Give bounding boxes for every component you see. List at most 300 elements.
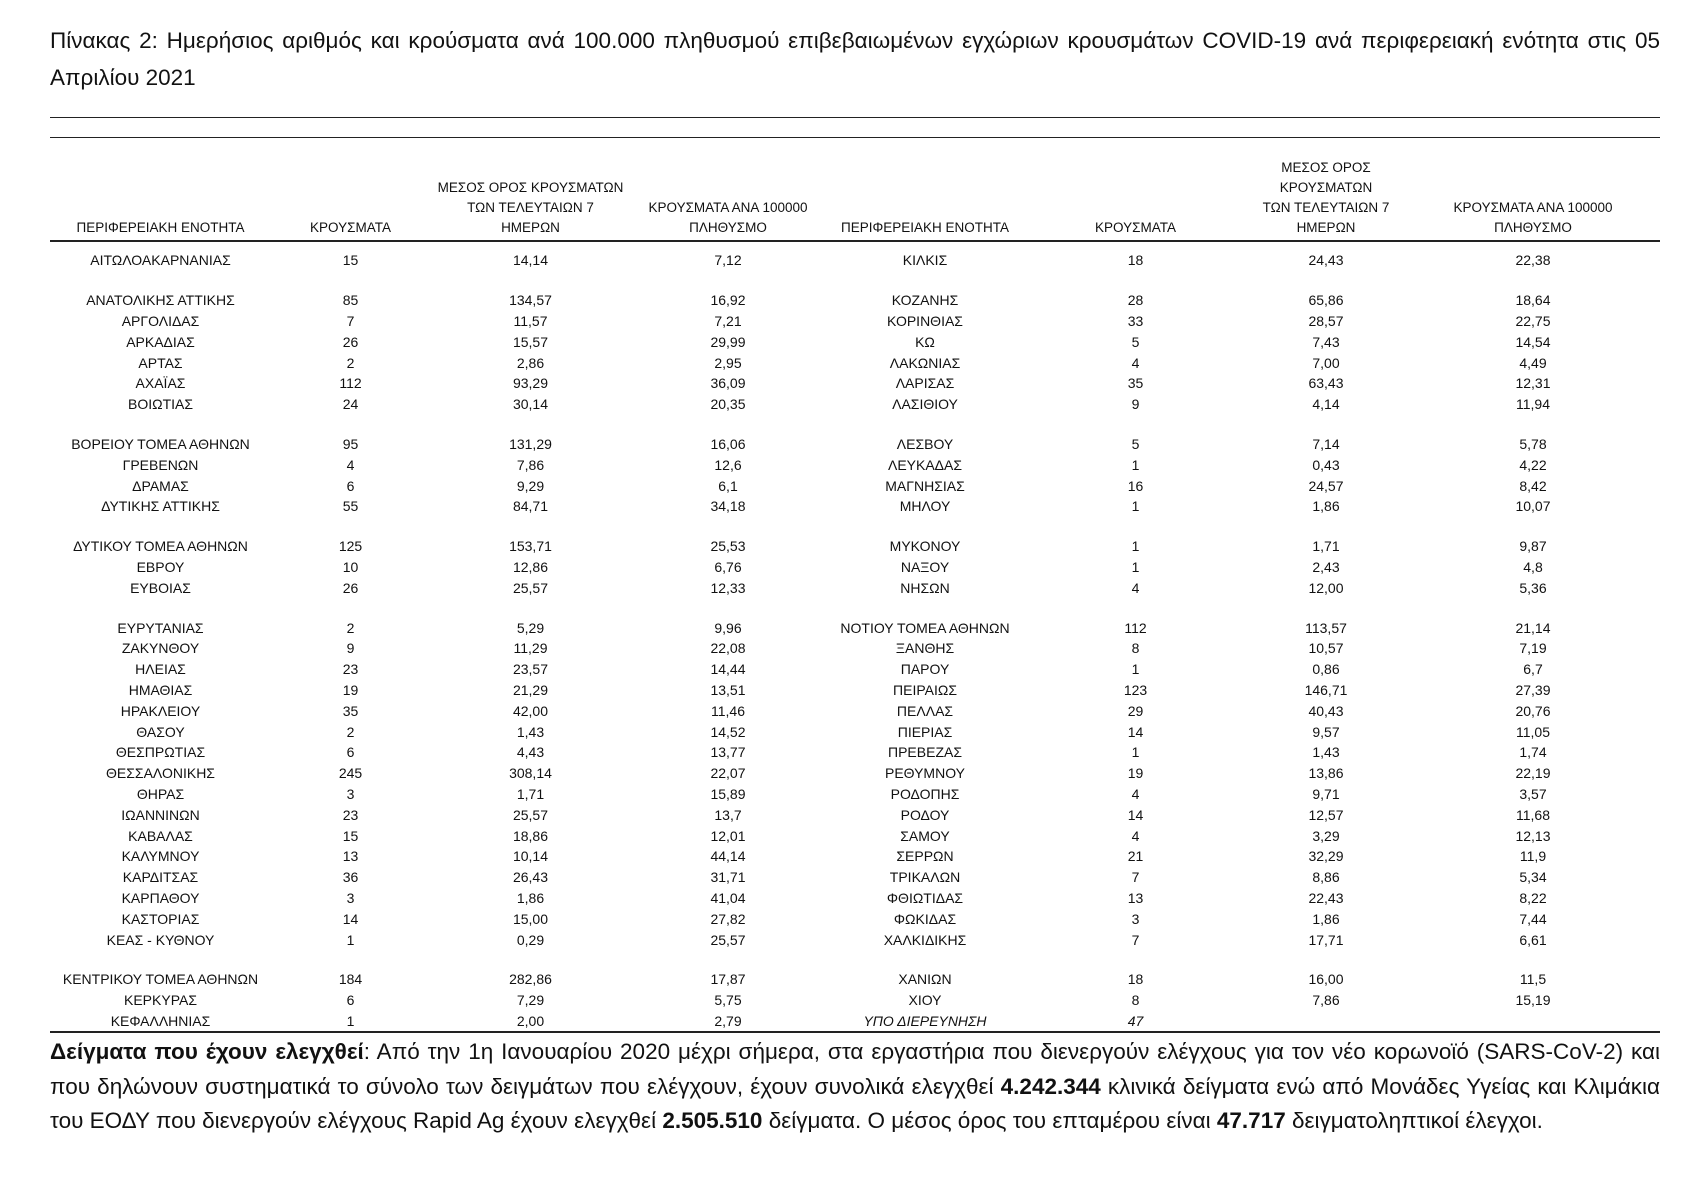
table-row — [50, 804, 1660, 825]
right-region-cell: ΚΟΖΑΝΗΣ — [891, 292, 959, 309]
left-region-cell: ΗΡΑΚΛΕΙΟΥ — [120, 702, 201, 719]
right-per100k-cell: 22,75 — [1515, 312, 1551, 329]
left-avg7-cell: 93,29 — [512, 375, 549, 392]
left-per100k-cell: 7,12 — [714, 252, 742, 269]
right-avg7-cell: 63,43 — [1308, 375, 1344, 392]
right-region-cell: ΝΑΞΟΥ — [900, 558, 950, 575]
left-region-cell: ΕΥΒΟΙΑΣ — [130, 579, 191, 596]
left-per100k-cell: 29,99 — [710, 333, 746, 350]
table-row — [50, 888, 1660, 909]
footer-text-3: δείγματα. Ο μέσος όρος του επταμέρου είναι — [762, 1108, 1217, 1133]
left-avg7-cell: 15,57 — [512, 333, 549, 350]
right-per100k-cell: 4,49 — [1519, 354, 1547, 371]
footer-paragraph — [50, 1035, 1660, 1139]
right-cases-cell: 21 — [1127, 848, 1144, 865]
left-region-cell: ΖΑΚΥΝΘΟΥ — [121, 640, 200, 657]
right-region-cell: ΞΑΝΘΗΣ — [895, 640, 955, 657]
right-region-cell: ΣΑΜΟΥ — [900, 827, 950, 844]
right-per100k-cell: 5,34 — [1519, 869, 1547, 886]
right-cases-cell: 1 — [1131, 456, 1140, 473]
left-per100k-cell: 14,44 — [710, 661, 746, 678]
left-avg7-cell: 23,57 — [512, 661, 549, 678]
right-cases-cell: 18 — [1127, 252, 1144, 269]
left-per100k-cell: 25,53 — [710, 538, 746, 555]
table-row — [50, 700, 1660, 721]
left-avg7-cell: 1,43 — [516, 723, 545, 740]
right-region-cell: ΠΕΛΛΑΣ — [896, 702, 954, 719]
right-avg7-cell: 65,86 — [1308, 292, 1344, 309]
right-cases-cell: 33 — [1127, 312, 1144, 329]
left-per100k-cell: 12,01 — [710, 827, 746, 844]
table-row — [50, 825, 1660, 846]
left-per100k-cell: 13,51 — [710, 681, 746, 698]
left-avg7-cell: 2,00 — [430, 1011, 631, 1033]
left-avg7-cell: 0,29 — [516, 931, 545, 948]
footer-label: Δείγματα που έχουν ελεγχθεί — [50, 1039, 364, 1064]
right-cases-cell: 13 — [1127, 889, 1144, 906]
left-cases-cell: 15 — [342, 827, 359, 844]
right-cases-cell: 29 — [1127, 702, 1144, 719]
right-cases-cell: 9 — [1131, 396, 1140, 413]
left-per100k-cell: 44,14 — [710, 848, 746, 865]
table-row — [50, 929, 1660, 950]
right-cases-cell: 28 — [1127, 292, 1144, 309]
spacer-row — [50, 415, 1660, 434]
right-cases-cell: 4 — [1131, 827, 1140, 844]
header-cases-left: ΚΡΟΥΣΜΑΤΑ — [271, 158, 430, 241]
left-per100k-cell: 36,09 — [710, 375, 746, 392]
header-region-left: ΠΕΡΙΦΕΡΕΙΑΚΗ ΕΝΟΤΗΤΑ — [50, 158, 271, 241]
table-row — [50, 742, 1660, 763]
right-avg7-cell: 2,43 — [1312, 558, 1340, 575]
left-region-cell: ΚΕΡΚΥΡΑΣ — [124, 992, 197, 1009]
left-cases-cell: 14 — [342, 910, 359, 927]
covid-cases-table — [50, 158, 1660, 1033]
right-cases-cell: 16 — [1127, 477, 1144, 494]
right-per100k-cell: 5,36 — [1519, 579, 1547, 596]
right-avg7-cell: 40,43 — [1308, 702, 1344, 719]
left-avg7-cell: 11,29 — [513, 640, 548, 657]
left-per100k-cell: 15,89 — [710, 785, 746, 802]
left-region-cell: ΘΑΣΟΥ — [136, 723, 185, 740]
right-region-cell: ΧΑΛΚΙΔΙΚΗΣ — [883, 931, 967, 948]
left-avg7-cell: 1,71 — [516, 785, 545, 802]
left-region-cell: ΔΡΑΜΑΣ — [132, 477, 189, 494]
left-per100k-cell: 16,92 — [710, 292, 746, 309]
left-region-cell: ΗΜΑΘΙΑΣ — [128, 681, 193, 698]
left-region-cell: ΘΗΡΑΣ — [136, 785, 185, 802]
right-avg7-cell: 12,57 — [1308, 806, 1344, 823]
right-cases-cell: 19 — [1127, 765, 1144, 782]
left-per100k-cell: 12,6 — [714, 456, 742, 473]
right-per100k-cell: 11,5 — [1519, 971, 1547, 988]
right-region-cell: ΥΠΟ ΔΙΕΡΕΥΝΗΣΗ — [825, 1011, 1025, 1033]
left-region-cell: ΘΕΣΣΑΛΟΝΙΚΗΣ — [106, 765, 215, 782]
right-avg7-cell: 9,71 — [1312, 785, 1340, 802]
left-per100k-cell: 22,08 — [710, 640, 746, 657]
left-cases-cell: 2 — [346, 354, 355, 371]
left-per100k-cell: 2,79 — [631, 1011, 825, 1033]
right-avg7-cell: 0,86 — [1312, 661, 1340, 678]
left-avg7-cell: 282,86 — [509, 971, 552, 988]
table-row — [50, 969, 1660, 990]
left-per100k-cell: 12,33 — [710, 579, 746, 596]
right-per100k-cell: 22,19 — [1515, 765, 1551, 782]
right-per100k-cell — [1406, 1011, 1660, 1033]
right-region-cell: ΛΑΚΩΝΙΑΣ — [889, 354, 961, 371]
header-per100k-right: ΚΡΟΥΣΜΑΤΑ ΑΝΑ 100000 ΠΛΗΘΥΣΜΟ — [1406, 158, 1660, 241]
footer-text-2: κλινικά δείγματα ενώ από Μονάδες Υγείας και Κλιμάκια του ΕΟΔΥ που διενεργούν ελέγχους Rapid Ag έχουν ελεγχθεί — [50, 1073, 1661, 1133]
left-avg7-cell: 25,57 — [512, 579, 549, 596]
right-avg7-cell: 17,71 — [1308, 931, 1344, 948]
table-row — [50, 352, 1660, 373]
table-row — [50, 680, 1660, 701]
left-cases-cell: 26 — [342, 579, 359, 596]
left-per100k-cell: 34,18 — [710, 498, 746, 515]
left-region-cell: ΑΧΑΪΑΣ — [135, 375, 186, 392]
left-avg7-cell: 308,14 — [509, 765, 552, 782]
left-cases-cell: 19 — [342, 681, 359, 698]
spacer-cell — [50, 271, 1660, 290]
spacer-cell — [50, 598, 1660, 617]
right-avg7-cell: 12,00 — [1308, 579, 1344, 596]
left-avg7-cell: 11,57 — [513, 312, 548, 329]
left-cases-cell: 6 — [346, 744, 355, 761]
right-per100k-cell: 5,78 — [1519, 435, 1547, 452]
right-cases-cell: 14 — [1127, 806, 1144, 823]
left-region-cell: ΚΑΛΥΜΝΟΥ — [121, 848, 200, 865]
spacer-row — [50, 271, 1660, 290]
right-region-cell: ΜΑΓΝΗΣΙΑΣ — [885, 477, 965, 494]
right-cases-cell: 1 — [1131, 744, 1140, 761]
right-avg7-cell: 1,86 — [1312, 910, 1340, 927]
right-cases-cell: 112 — [1124, 619, 1147, 636]
right-region-cell: ΤΡΙΚΑΛΩΝ — [889, 869, 961, 886]
left-avg7-cell: 134,57 — [509, 292, 552, 309]
right-region-cell: ΦΘΙΩΤΙΔΑΣ — [886, 889, 964, 906]
left-cases-cell: 85 — [342, 292, 359, 309]
right-region-cell: ΚΟΡΙΝΘΙΑΣ — [887, 312, 963, 329]
left-region-cell: ΙΩΑΝΝΙΝΩΝ — [121, 806, 200, 823]
table-row — [50, 763, 1660, 784]
left-per100k-cell: 13,7 — [714, 806, 742, 823]
table-row — [50, 721, 1660, 742]
left-cases-cell: 10 — [342, 558, 359, 575]
left-region-cell: ΚΕΝΤΡΙΚΟΥ ΤΟΜΕΑ ΑΘΗΝΩΝ — [62, 971, 259, 988]
left-region-cell: ΑΝΑΤΟΛΙΚΗΣ ΑΤΤΙΚΗΣ — [86, 292, 235, 309]
right-region-cell: ΜΥΚΟΝΟΥ — [889, 538, 961, 555]
left-cases-cell: 13 — [342, 848, 359, 865]
table-row — [50, 536, 1660, 557]
left-per100k-cell: 5,75 — [714, 992, 742, 1009]
left-region-cell: ΚΕΑΣ - ΚΥΘΝΟΥ — [106, 931, 215, 948]
left-cases-cell: 3 — [346, 889, 355, 906]
table-row — [50, 434, 1660, 455]
right-region-cell: ΚΩ — [915, 333, 935, 350]
left-region-cell: ΕΥΡΥΤΑΝΙΑΣ — [117, 619, 204, 636]
header-avg7-left: ΜΕΣΟΣ ΟΡΟΣ ΚΡΟΥΣΜΑΤΩΝ ΤΩΝ ΤΕΛΕΥΤΑΙΩΝ 7 ΗΜΕΡΩΝ — [430, 158, 631, 241]
right-cases-cell: 4 — [1131, 579, 1140, 596]
right-per100k-cell: 10,07 — [1515, 498, 1551, 515]
left-cases-cell: 1 — [271, 1011, 430, 1033]
right-region-cell: ΧΑΝΙΩΝ — [898, 971, 952, 988]
left-per100k-cell: 2,95 — [714, 354, 742, 371]
left-cases-cell: 35 — [342, 702, 359, 719]
left-region-cell: ΑΡΓΟΛΙΔΑΣ — [121, 312, 200, 329]
right-per100k-cell: 14,54 — [1515, 333, 1551, 350]
right-avg7-cell: 7,00 — [1312, 354, 1340, 371]
right-region-cell: ΠΑΡΟΥ — [900, 661, 950, 678]
spacer-cell — [50, 415, 1660, 434]
header-cases-right: ΚΡΟΥΣΜΑΤΑ — [1025, 158, 1246, 241]
left-avg7-cell: 26,43 — [512, 869, 549, 886]
right-cases-cell: 5 — [1131, 435, 1140, 452]
left-avg7-cell: 1,86 — [516, 889, 545, 906]
left-region-cell: ΚΑΡΔΙΤΣΑΣ — [122, 869, 199, 886]
left-region-cell: ΒΟΡΕΙΟΥ ΤΟΜΕΑ ΑΘΗΝΩΝ — [71, 435, 250, 452]
left-cases-cell: 184 — [338, 971, 363, 988]
left-per100k-cell: 6,1 — [718, 477, 738, 494]
left-avg7-cell: 30,14 — [512, 396, 549, 413]
left-avg7-cell: 7,29 — [516, 992, 545, 1009]
rapid-samples-count: 2.505.510 — [662, 1108, 763, 1133]
left-cases-cell: 15 — [342, 252, 359, 269]
right-cases-cell: 7 — [1131, 931, 1140, 948]
left-avg7-cell: 42,00 — [512, 702, 549, 719]
table-row — [50, 557, 1660, 578]
table-row — [50, 373, 1660, 394]
right-avg7-cell: 13,86 — [1308, 765, 1344, 782]
left-region-cell: ΑΡΚΑΔΙΑΣ — [126, 333, 195, 350]
left-cases-cell: 26 — [342, 333, 359, 350]
right-cases-cell: 1 — [1131, 661, 1140, 678]
right-avg7-cell: 7,86 — [1312, 992, 1340, 1009]
left-region-cell: ΔΥΤΙΚΟΥ ΤΟΜΕΑ ΑΘΗΝΩΝ — [73, 538, 248, 555]
left-per100k-cell: 6,76 — [714, 558, 742, 575]
right-region-cell: ΝΟΤΙΟΥ ΤΟΜΕΑ ΑΘΗΝΩΝ — [840, 619, 1010, 636]
left-avg7-cell: 131,29 — [509, 435, 552, 452]
left-per100k-cell: 25,57 — [710, 931, 746, 948]
left-cases-cell: 6 — [346, 477, 355, 494]
right-region-cell: ΡΕΘΥΜΝΟΥ — [884, 765, 965, 782]
left-avg7-cell: 14,14 — [512, 252, 549, 269]
right-avg7-cell: 1,43 — [1312, 744, 1340, 761]
spacer-row — [50, 950, 1660, 969]
right-cases-cell: 35 — [1127, 375, 1144, 392]
table-row — [50, 784, 1660, 805]
left-region-cell: ΚΑΣΤΟΡΙΑΣ — [121, 910, 200, 927]
header-per100k-left: ΚΡΟΥΣΜΑΤΑ ΑΝΑ 100000 ΠΛΗΘΥΣΜΟ — [631, 158, 825, 241]
left-avg7-cell: 25,57 — [512, 806, 549, 823]
right-per100k-cell: 11,05 — [1516, 723, 1550, 740]
left-per100k-cell: 20,35 — [710, 396, 746, 413]
left-avg7-cell: 84,71 — [512, 498, 549, 515]
left-region-cell: ΔΥΤΙΚΗΣ ΑΤΤΙΚΗΣ — [101, 498, 220, 515]
right-region-cell: ΚΙΛΚΙΣ — [902, 252, 948, 269]
left-cases-cell: 112 — [339, 375, 362, 392]
left-avg7-cell: 10,14 — [512, 848, 549, 865]
right-region-cell: ΛΑΣΙΘΙΟΥ — [892, 396, 958, 413]
left-region-cell: ΚΑΒΑΛΑΣ — [128, 827, 193, 844]
left-avg7-cell: 18,86 — [512, 827, 549, 844]
left-per100k-cell: 41,04 — [710, 889, 746, 906]
left-region-cell: ΕΒΡΟΥ — [136, 558, 185, 575]
table-row — [50, 241, 1660, 271]
right-cases-cell: 18 — [1127, 971, 1144, 988]
left-per100k-cell: 13,77 — [710, 744, 746, 761]
table-row — [50, 867, 1660, 888]
table-row — [50, 394, 1660, 415]
left-per100k-cell: 27,82 — [710, 910, 746, 927]
left-cases-cell: 9 — [346, 640, 355, 657]
right-region-cell: ΠΙΕΡΙΑΣ — [897, 723, 953, 740]
right-cases-cell: 14 — [1127, 723, 1144, 740]
left-region-cell: ΒΟΙΩΤΙΑΣ — [127, 396, 194, 413]
right-per100k-cell: 11,68 — [1516, 806, 1550, 823]
left-avg7-cell: 7,86 — [516, 456, 545, 473]
table-row — [50, 496, 1660, 517]
left-cases-cell: 23 — [342, 661, 359, 678]
left-region-cell: ΚΕΦΑΛΛΗΝΙΑΣ — [50, 1011, 271, 1033]
table-row — [50, 290, 1660, 311]
left-region-cell: ΚΑΡΠΑΘΟΥ — [121, 889, 200, 906]
header-avg7-right: ΜΕΣΟΣ ΟΡΟΣ ΚΡΟΥΣΜΑΤΩΝ ΤΩΝ ΤΕΛΕΥΤΑΙΩΝ 7 ΗΜΕΡΩΝ — [1246, 158, 1406, 241]
right-per100k-cell: 22,38 — [1515, 252, 1551, 269]
left-cases-cell: 6 — [346, 992, 355, 1009]
table-header-row — [50, 158, 1660, 241]
average-tests-count: 47.717 — [1216, 1108, 1286, 1133]
right-per100k-cell: 6,7 — [1523, 661, 1543, 678]
right-region-cell: ΛΑΡΙΣΑΣ — [895, 375, 955, 392]
left-cases-cell: 245 — [338, 765, 363, 782]
left-cases-cell: 36 — [342, 869, 359, 886]
left-cases-cell: 2 — [346, 619, 355, 636]
right-per100k-cell: 7,19 — [1519, 640, 1547, 657]
right-avg7-cell: 32,29 — [1308, 848, 1344, 865]
header-region-right: ΠΕΡΙΦΕΡΕΙΑΚΗ ΕΝΟΤΗΤΑ — [825, 158, 1025, 241]
right-per100k-cell: 8,42 — [1519, 477, 1547, 494]
left-cases-cell: 23 — [342, 806, 359, 823]
left-cases-cell: 1 — [346, 931, 355, 948]
right-cases-cell: 1 — [1131, 498, 1140, 515]
right-cases-cell: 8 — [1131, 640, 1140, 657]
left-region-cell: ΗΛΕΙΑΣ — [135, 661, 186, 678]
right-region-cell: ΛΕΥΚΑΔΑΣ — [887, 456, 963, 473]
left-cases-cell: 24 — [342, 396, 359, 413]
top-rule — [50, 117, 1660, 118]
right-avg7-cell: 146,71 — [1304, 681, 1348, 698]
right-per100k-cell: 4,8 — [1523, 558, 1543, 575]
right-avg7-cell: 22,43 — [1308, 889, 1344, 906]
table-row — [50, 311, 1660, 332]
right-avg7-cell — [1246, 1011, 1406, 1033]
left-avg7-cell: 15,00 — [512, 910, 549, 927]
spacer-cell — [50, 517, 1660, 536]
right-avg7-cell: 16,00 — [1308, 971, 1344, 988]
right-avg7-cell: 113,57 — [1305, 619, 1347, 636]
right-per100k-cell: 4,22 — [1519, 456, 1547, 473]
left-per100k-cell: 22,07 — [710, 765, 746, 782]
left-per100k-cell: 17,87 — [710, 971, 746, 988]
left-per100k-cell: 16,06 — [710, 435, 746, 452]
right-avg7-cell: 9,57 — [1312, 723, 1340, 740]
right-per100k-cell: 9,87 — [1519, 538, 1547, 555]
right-per100k-cell: 11,9 — [1519, 848, 1547, 865]
left-cases-cell: 7 — [346, 312, 355, 329]
document-title: Πίνακας 2: Ημερήσιος αριθμός και κρούσματα ανά 100.000 πληθυσμού επιβεβαιωμένων εγχώριων κρουσμάτων COVID-19 ανά περιφερειακή ενότητα στις 05 Απριλίου 2021 — [50, 28, 1660, 90]
left-per100k-cell: 7,21 — [714, 312, 742, 329]
right-avg7-cell: 1,86 — [1312, 498, 1340, 515]
right-cases-cell: 7 — [1131, 869, 1140, 886]
table-row — [50, 577, 1660, 598]
right-avg7-cell: 8,86 — [1312, 869, 1340, 886]
right-cases-cell: 47 — [1025, 1011, 1246, 1033]
right-per100k-cell: 21,14 — [1515, 619, 1551, 636]
right-avg7-cell: 10,57 — [1308, 640, 1344, 657]
right-per100k-cell: 20,76 — [1515, 702, 1551, 719]
left-region-cell: ΘΕΣΠΡΩΤΙΑΣ — [115, 744, 206, 761]
right-avg7-cell: 0,43 — [1312, 456, 1340, 473]
right-region-cell: ΛΕΣΒΟΥ — [896, 435, 954, 452]
table-row — [50, 846, 1660, 867]
spacer-row — [50, 517, 1660, 536]
right-per100k-cell: 1,74 — [1519, 744, 1547, 761]
left-cases-cell: 4 — [346, 456, 355, 473]
left-per100k-cell: 31,71 — [710, 869, 746, 886]
left-per100k-cell: 9,96 — [714, 619, 742, 636]
left-per100k-cell: 14,52 — [710, 723, 746, 740]
left-region-cell: ΓΡΕΒΕΝΩΝ — [122, 456, 199, 473]
spacer-cell — [50, 950, 1660, 969]
left-cases-cell: 2 — [346, 723, 355, 740]
right-avg7-cell: 24,57 — [1308, 477, 1344, 494]
table-row — [50, 990, 1660, 1011]
right-region-cell: ΜΗΛΟΥ — [899, 498, 951, 515]
left-region-cell: ΑΡΤΑΣ — [138, 354, 183, 371]
table-row — [50, 908, 1660, 929]
right-region-cell: ΠΡΕΒΕΖΑΣ — [887, 744, 962, 761]
right-avg7-cell: 3,29 — [1312, 827, 1340, 844]
right-cases-cell: 4 — [1131, 354, 1140, 371]
right-cases-cell: 1 — [1131, 558, 1140, 575]
right-per100k-cell: 8,22 — [1519, 889, 1547, 906]
left-cases-cell: 125 — [338, 538, 363, 555]
right-avg7-cell: 7,14 — [1312, 435, 1340, 452]
right-per100k-cell: 7,44 — [1519, 910, 1547, 927]
right-per100k-cell: 27,39 — [1515, 681, 1551, 698]
right-avg7-cell: 24,43 — [1308, 252, 1344, 269]
table-row — [50, 659, 1660, 680]
spacer-row — [50, 598, 1660, 617]
left-region-cell: ΑΙΤΩΛΟΑΚΑΡΝΑΝΙΑΣ — [90, 252, 231, 269]
right-per100k-cell: 3,57 — [1519, 785, 1547, 802]
right-avg7-cell: 1,71 — [1312, 538, 1340, 555]
table-row — [50, 638, 1660, 659]
right-per100k-cell: 12,31 — [1515, 375, 1551, 392]
right-region-cell: ΡΟΔΟΥ — [900, 806, 950, 823]
right-avg7-cell: 7,43 — [1312, 333, 1340, 350]
left-per100k-cell: 11,46 — [711, 702, 745, 719]
right-region-cell: ΣΕΡΡΩΝ — [896, 848, 954, 865]
left-avg7-cell: 12,86 — [512, 558, 549, 575]
left-cases-cell: 95 — [342, 435, 359, 452]
table-row — [50, 331, 1660, 352]
footer-text-1: : Από την 1η Ιανουαρίου 2020 μέχρι σήμερα, στα εργαστήρια που διενεργούν ελέγχους για τον νέο κορωνοϊό (SARS-CoV-2) και που δηλώνουν συστηματικά το σύνολο των δειγμάτων που ελέγχουν, έχουν συνολικά ελεγχθεί — [50, 1039, 1660, 1099]
left-avg7-cell: 5,29 — [516, 619, 545, 636]
right-region-cell: ΡΟΔΟΠΗΣ — [890, 785, 960, 802]
left-avg7-cell: 2,86 — [516, 354, 545, 371]
table-row — [50, 454, 1660, 475]
